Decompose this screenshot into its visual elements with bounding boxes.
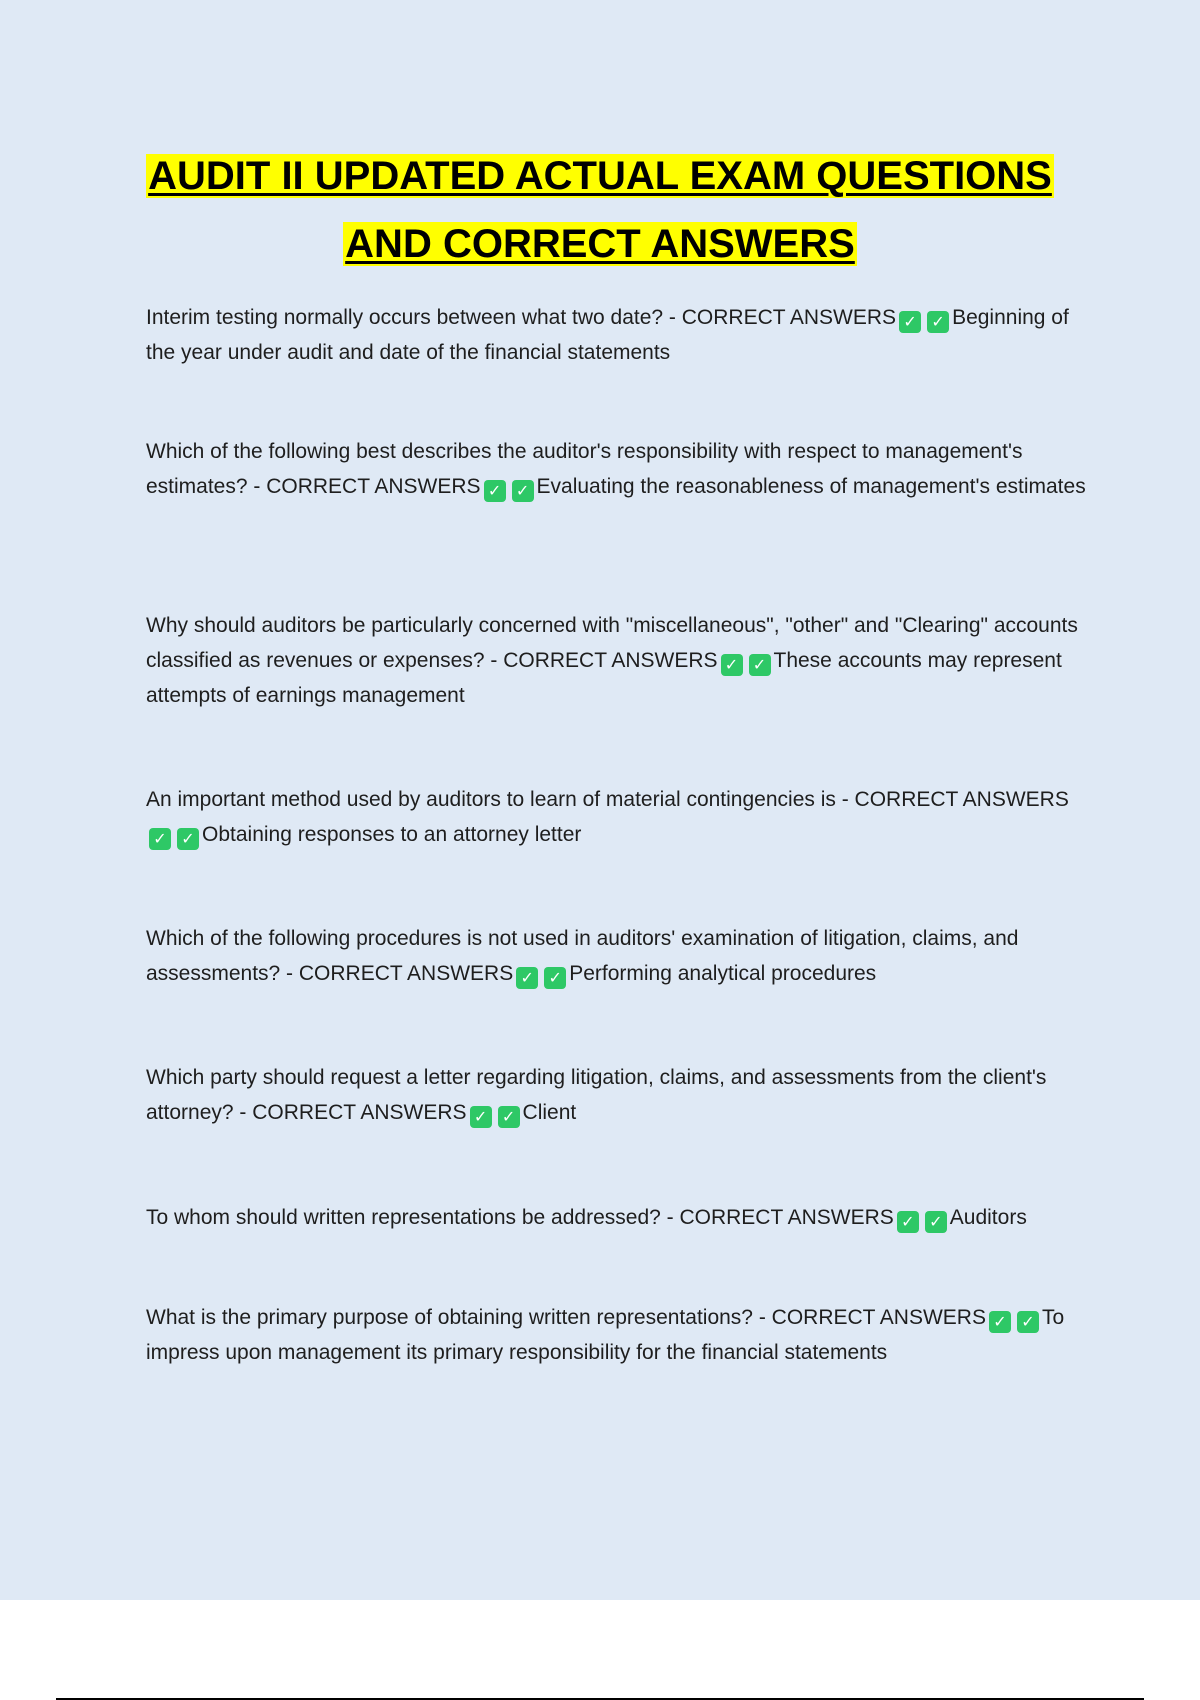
check-icon: ✓ (749, 654, 771, 676)
check-icon: ✓ (927, 311, 949, 333)
check-icon: ✓ (498, 1106, 520, 1128)
answer-marker: CORRECT ANSWERS (266, 475, 481, 498)
answer-text: To impress upon management its primary responsibility for the financial statements (146, 1306, 1065, 1364)
question-text: An important method used by auditors to learn of material contingencies is - (146, 788, 855, 811)
check-icon: ✓ (544, 967, 566, 989)
check-icon: ✓ (512, 480, 534, 502)
check-icon: ✓ (721, 654, 743, 676)
question-text: Interim testing normally occurs between what two date? - (146, 306, 682, 329)
check-icon: ✓ (899, 311, 921, 333)
answer-marker: CORRECT ANSWERS (681, 306, 897, 329)
title-line-1: AUDIT II UPDATED ACTUAL EXAM QUESTIONS (148, 154, 1052, 198)
answer-marker: CORRECT ANSWERS (771, 1306, 986, 1329)
check-icon: ✓ (516, 967, 538, 989)
question-text: What is the primary purpose of obtaining written representations? - (146, 1306, 772, 1329)
qa-item-5 (146, 921, 1096, 991)
question-text: Which of the following best describes the auditor's responsibility with respect to management's estimates? - (146, 440, 1023, 498)
check-icon: ✓ (1017, 1311, 1039, 1333)
qa-item-8 (146, 1300, 1096, 1370)
answer-text: Evaluating the reasonableness of management's estimates (536, 475, 1086, 498)
qa-item-3 (146, 608, 1096, 713)
answer-marker: CORRECT ANSWERS (679, 1206, 894, 1229)
qa-item-4 (146, 782, 1096, 852)
question-text: Which party should request a letter regarding litigation, claims, and assessments from the client's attorney? - (146, 1066, 1047, 1124)
answer-text: Beginning of the year under audit and date of the financial statements (146, 306, 1069, 364)
check-icon: ✓ (989, 1311, 1011, 1333)
answer-marker: CORRECT ANSWERS (854, 788, 1069, 811)
check-icon: ✓ (484, 480, 506, 502)
qa-item-7 (146, 1200, 1096, 1235)
check-icon: ✓ (149, 828, 171, 850)
check-icon: ✓ (470, 1106, 492, 1128)
answer-marker: CORRECT ANSWERS (252, 1101, 467, 1124)
question-text: Which of the following procedures is not used in auditors' examination of litigation, claims, and assessments? - (146, 927, 1019, 985)
answer-text: These accounts may represent attempts of earnings management (146, 649, 1062, 707)
question-text: To whom should written representations be addressed? - (146, 1206, 680, 1229)
answer-text: Obtaining responses to an attorney letter (202, 823, 582, 846)
title-line-2: AND CORRECT ANSWERS (345, 222, 855, 266)
qa-item-2 (146, 434, 1096, 504)
document-title (120, 142, 1080, 278)
answer-marker: CORRECT ANSWERS (503, 649, 718, 672)
check-icon: ✓ (897, 1211, 919, 1233)
answer-text: Auditors (949, 1206, 1027, 1229)
answer-text: Client (522, 1101, 577, 1124)
check-icon: ✓ (925, 1211, 947, 1233)
check-icon: ✓ (177, 828, 199, 850)
answer-marker: CORRECT ANSWERS (298, 962, 514, 985)
qa-item-6 (146, 1060, 1096, 1130)
qa-item-1 (146, 300, 1096, 370)
question-text: Why should auditors be particularly concerned with "miscellaneous", "other" and "Clearing" accounts classified as revenues or expenses? - (146, 614, 1078, 672)
answer-text: Performing analytical procedures (569, 962, 877, 985)
